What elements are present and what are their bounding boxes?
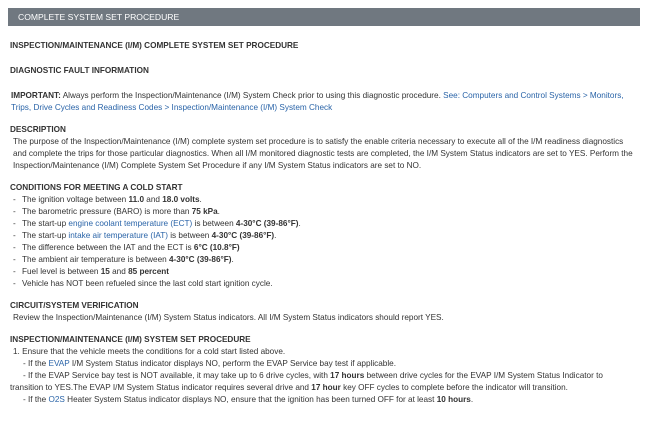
- o2s-link[interactable]: O2S: [48, 395, 65, 404]
- conditions-list: [10, 194, 635, 290]
- procedure-heading: INSPECTION/MAINTENANCE (I/M) SYSTEM SET PROCEDURE: [10, 335, 251, 344]
- list-item: - The ambient air temperature is between 4-30°C (39-86°F).: [13, 255, 234, 264]
- conditions-heading: CONDITIONS FOR MEETING A COLD START: [10, 183, 183, 192]
- procedure-substep: - If the EVAP I/M System Status indicator displays NO, perform the EVAP Service bay test if applicable.: [23, 359, 397, 368]
- important-text: Always perform the Inspection/Maintenance (I/M) System Check prior to using this diagnostic procedure.: [60, 91, 444, 100]
- verification-heading: CIRCUIT/SYSTEM VERIFICATION: [10, 301, 139, 310]
- procedure-step-1: 1. Ensure that the vehicle meets the conditions for a cold start listed above.: [13, 347, 286, 356]
- list-item: - The start-up engine coolant temperature (ECT) is between 4-30°C (39-86°F).: [13, 219, 301, 228]
- procedure-substep: - If the O2S Heater System Status indicator displays NO, ensure that the ignition has been turned OFF for at least 10 hours.: [23, 395, 474, 404]
- important-link[interactable]: See: Computers and Control Systems > Monitors, Trips, Drive Cycles and Readiness Codes > Inspection/Maintenance (I/M) System Check: [11, 91, 624, 112]
- list-item: - The ignition voltage between 11.0 and 18.0 volts.: [13, 195, 202, 204]
- dfi-heading: DIAGNOSTIC FAULT INFORMATION: [10, 66, 149, 75]
- ect-link[interactable]: engine coolant temperature (ECT): [68, 219, 193, 228]
- document-body: [10, 40, 635, 406]
- description-text: The purpose of the Inspection/Maintenance (I/M) complete system set procedure is to satisfy the enable criteria necessary to execute all of the I/M readiness diagnostics and complete the trips for those particular diagnostics. When all I/M monitored diagnostic tests are completed, the I/M System Status indicators are set to YES. Perform the Inspection/Maintenance (I/M) Complete System Set Procedure if any I/M System Status indicators are set to NO.: [13, 137, 633, 170]
- verification-text: Review the Inspection/Maintenance (I/M) System Status indicators. All I/M System Status indicators should report YES.: [13, 313, 444, 322]
- important-label: IMPORTANT:: [11, 91, 61, 100]
- procedure-list: [10, 346, 635, 406]
- evap-link[interactable]: EVAP: [48, 359, 70, 368]
- list-item: - Fuel level is between 15 and 85 percent: [13, 267, 170, 276]
- section-header-title: COMPLETE SYSTEM SET PROCEDURE: [18, 12, 180, 22]
- procedure-substep-continuation: transition to YES.The EVAP I/M System Status indicator requires several drive and 17 hour key OFF cycles to complete before the indicator will transition.: [10, 383, 568, 392]
- list-item: - The barometric pressure (BARO) is more than 75 kPa.: [13, 207, 220, 216]
- section-header-bar: [8, 8, 640, 26]
- important-note: [10, 90, 635, 114]
- procedure-substep: - If the EVAP Service bay test is NOT available, it may take up to 6 drive cycles, with 17 hours between drive cycles for the EVAP I/M System Status Indicator to: [23, 371, 603, 380]
- list-item: - The difference between the IAT and the ECT is 6°C (10.8°F): [13, 243, 240, 252]
- list-item: - Vehicle has NOT been refueled since the last cold start ignition cycle.: [13, 279, 273, 288]
- description-heading: DESCRIPTION: [10, 125, 66, 134]
- iat-link[interactable]: intake air temperature (IAT): [68, 231, 168, 240]
- list-item: - The start-up intake air temperature (IAT) is between 4-30°C (39-86°F).: [13, 231, 277, 240]
- document-title: INSPECTION/MAINTENANCE (I/M) COMPLETE SYSTEM SET PROCEDURE: [10, 41, 299, 50]
